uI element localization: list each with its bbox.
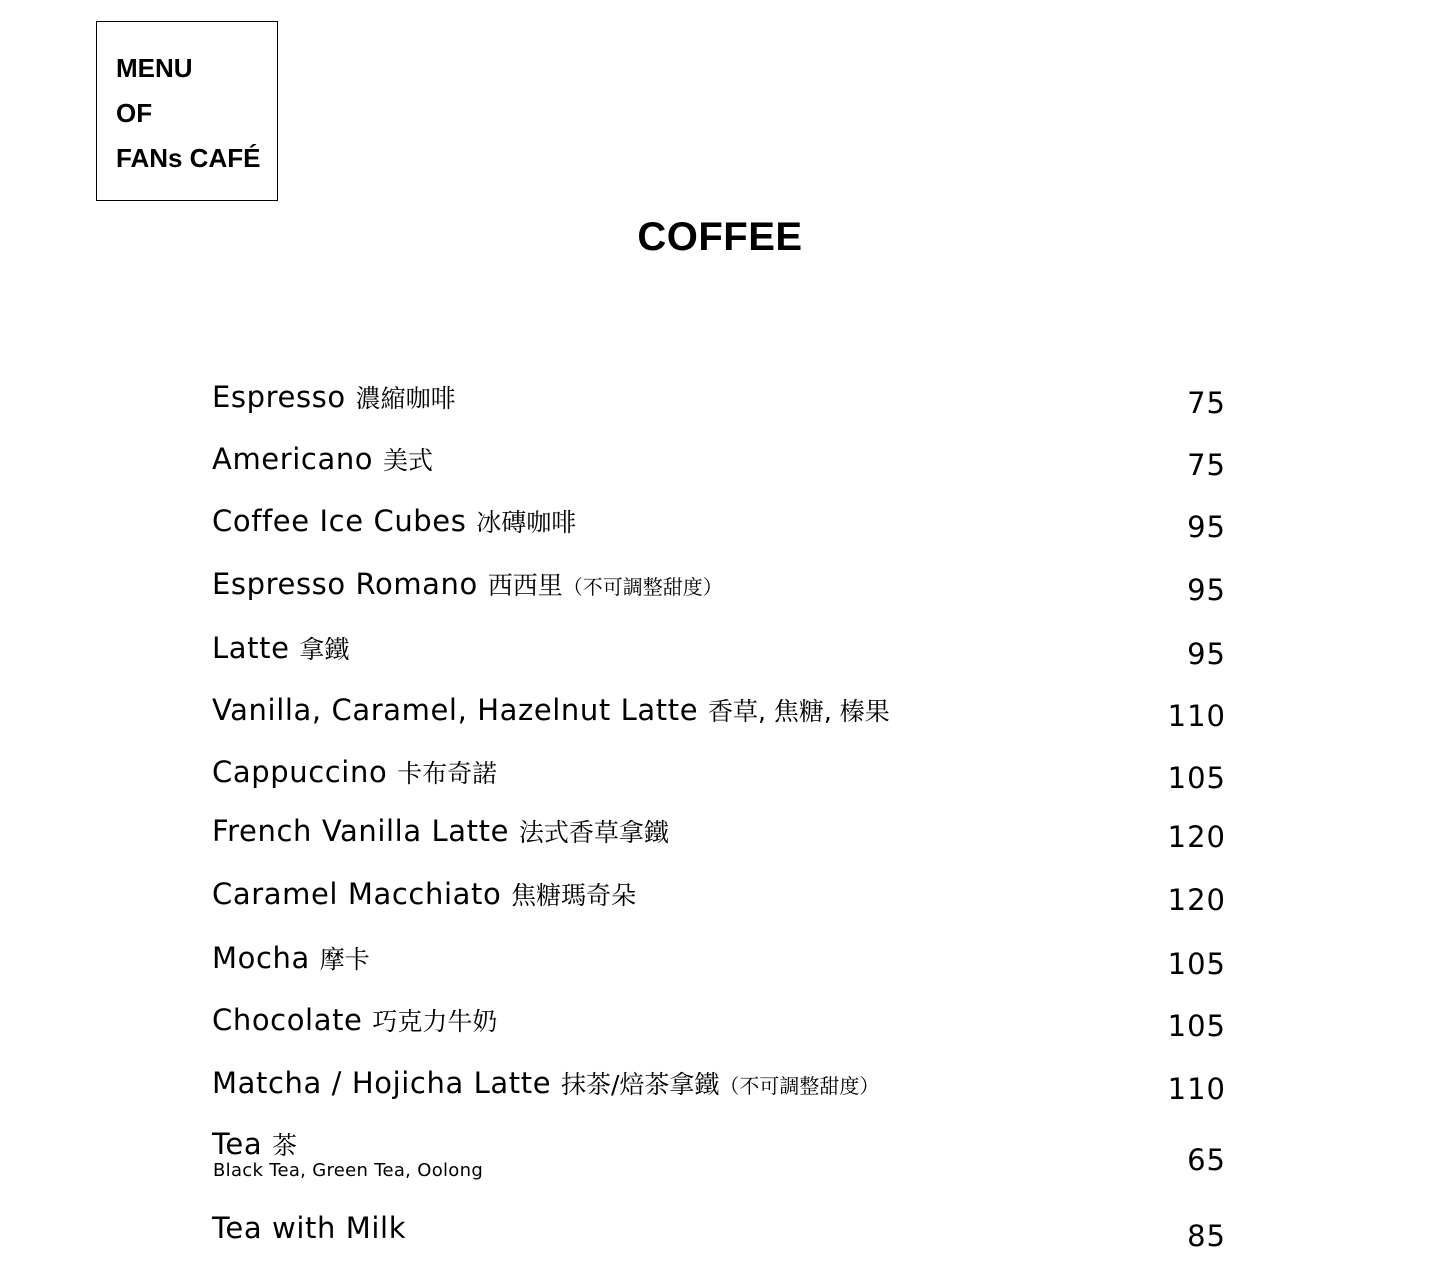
item-price: 65 [1187, 1143, 1226, 1177]
item-name [212, 813, 669, 851]
item-name-zh: 卡布奇諾 [397, 759, 498, 788]
item-name [212, 1065, 879, 1104]
item-name-zh: 法式香草拿鐵 [518, 818, 669, 847]
item-name-zh: 美式 [382, 446, 433, 475]
menu-item [212, 630, 1232, 670]
item-name [212, 940, 370, 978]
item-name-en: Mocha [212, 941, 310, 975]
section-title: COFFEE [637, 215, 803, 259]
item-name [212, 1210, 406, 1246]
item-note: （不可調整甜度） [562, 575, 723, 599]
item-name-en: Vanilla, Caramel, Hazelnut Latte [212, 693, 699, 727]
menu-item [212, 813, 1232, 853]
item-price: 120 [1167, 883, 1226, 917]
item-name-en: Americano [212, 442, 374, 476]
item-price: 95 [1187, 510, 1226, 544]
item-name-en: Tea [212, 1127, 263, 1161]
item-price: 85 [1187, 1219, 1226, 1253]
item-name-zh: 拿鐵 [299, 635, 350, 664]
item-name [212, 754, 497, 792]
item-price: 110 [1167, 699, 1226, 733]
item-price: 120 [1167, 820, 1226, 854]
logo-line-menu: MENU [116, 53, 193, 83]
item-name [212, 379, 456, 417]
logo-line-of: OF [116, 98, 153, 128]
item-name [212, 876, 636, 914]
menu-logo-box [96, 21, 278, 201]
item-subtitle: Black Tea, Green Tea, Oolong [213, 1160, 484, 1181]
menu-item [212, 1210, 1232, 1253]
item-name-en: Cappuccino [212, 755, 388, 789]
item-price: 105 [1167, 947, 1226, 981]
menu-item [212, 1002, 1232, 1042]
item-price: 105 [1167, 761, 1226, 795]
item-name-en: Coffee Ice Cubes [212, 504, 467, 538]
item-name-en: Chocolate [212, 1003, 363, 1037]
menu-item [212, 940, 1232, 980]
menu-item [212, 566, 1232, 606]
menu-item [212, 876, 1232, 916]
item-price: 105 [1167, 1009, 1226, 1043]
menu-item [212, 1065, 1232, 1105]
item-note: （不可調整甜度） [719, 1074, 880, 1098]
menu-item [212, 441, 1232, 481]
item-name-en: Tea with Milk [212, 1211, 407, 1245]
item-name-en: Espresso Romano [212, 567, 478, 601]
item-name [212, 630, 349, 668]
item-name-zh: 抹茶/焙茶拿鐵 [560, 1070, 720, 1099]
item-name-en: Espresso [212, 380, 346, 414]
item-name-zh: 香草, 焦糖, 榛果 [708, 697, 890, 726]
item-name-en: Matcha / Hojicha Latte [212, 1066, 552, 1100]
item-name [212, 503, 576, 541]
item-name-zh: 西西里 [487, 571, 563, 600]
item-name [212, 1126, 297, 1164]
menu-item [212, 379, 1232, 419]
item-name [212, 1002, 497, 1040]
item-name [212, 566, 723, 605]
item-price: 95 [1187, 637, 1226, 671]
item-price: 75 [1187, 448, 1226, 482]
item-price: 95 [1187, 573, 1226, 607]
item-name-en: Caramel Macchiato [212, 877, 502, 911]
item-name-en: Latte [212, 631, 290, 665]
menu-item [212, 754, 1232, 794]
item-price: 75 [1187, 386, 1226, 420]
item-price: 110 [1167, 1072, 1226, 1106]
item-name [212, 692, 890, 730]
item-name-zh: 冰磚咖啡 [476, 508, 577, 537]
item-name-zh: 摩卡 [319, 945, 370, 974]
menu-item [212, 503, 1232, 543]
logo-line-cafe-name: FANs CAFÉ [116, 143, 261, 173]
menu-item [212, 692, 1232, 732]
item-name-zh: 濃縮咖啡 [355, 384, 456, 413]
item-name-zh: 焦糖瑪奇朵 [511, 881, 637, 910]
item-name-en: French Vanilla Latte [212, 814, 510, 848]
item-name [212, 441, 433, 479]
item-name-zh: 茶 [272, 1131, 298, 1160]
menu-item [212, 1126, 1232, 1190]
item-name-zh: 巧克力牛奶 [372, 1007, 498, 1036]
